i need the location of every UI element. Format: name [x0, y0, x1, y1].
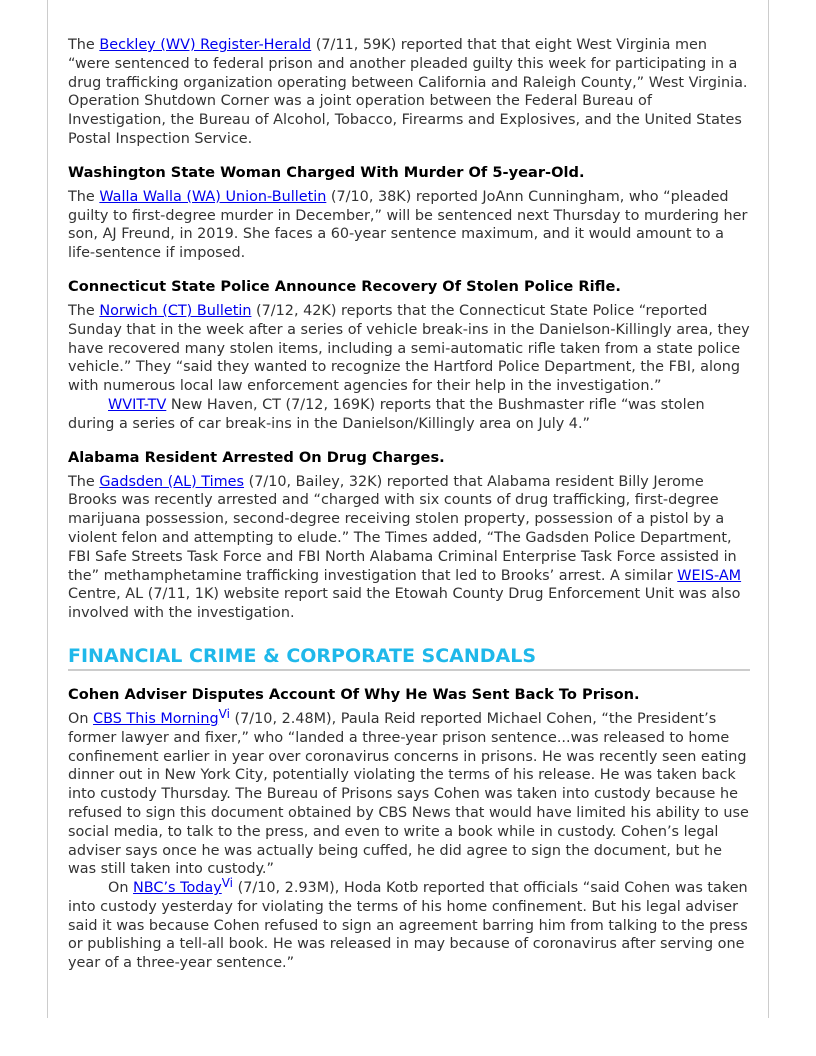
- newsletter-content: [68, 36, 750, 973]
- source-link[interactable]: Norwich (CT) Bulletin: [99, 302, 252, 319]
- source-link[interactable]: WEIS-AM: [677, 567, 742, 584]
- section-title: FINANCIAL CRIME & CORPORATE SCANDALS: [68, 643, 750, 671]
- paragraph: On CBS This Morning$^{Vi}$ (7/10, 2.48M), Paula Reid reported Michael Cohen, “the President’s former lawyer and fixer,” who “landed a three-year prison sentence...was released to home confinement earlier in year over coronavirus concerns in prisons. He was recently seen eating dinner out in New York City, potentially violating the terms of his release. He was taken back into custody Thursday. The Bureau of Prisons says Cohen was taken into custody because he refused to sign this document obtained by CBS News that would have limited his ability to use social media, to talk to the press, and even to write a book while in custody. Cohen’s legal adviser says once he was actually being cuffed, he did agree to sign the document, but he was still taken into custody.”: [68, 706, 749, 878]
- source-link[interactable]: Gadsden (AL) Times: [99, 473, 245, 490]
- story-headline: Washington State Woman Charged With Murder Of 5-year-Old.: [68, 163, 585, 181]
- paragraph: WVIT-TV New Haven, CT (7/12, 169K) reports that the Bushmaster rifle “was stolen during a series of car break-ins in the Danielson/Killingly area on July 4.”: [68, 396, 705, 432]
- source-link[interactable]: WVIT-TV: [108, 396, 167, 413]
- source-link[interactable]: Walla Walla (WA) Union-Bulletin: [99, 188, 327, 205]
- source-link[interactable]: Beckley (WV) Register-Herald: [99, 37, 312, 53]
- story-headline: Alabama Resident Arrested On Drug Charges.: [68, 448, 445, 466]
- story-headline: Connecticut State Police Announce Recovery Of Stolen Police Rifle.: [68, 277, 621, 295]
- source-link[interactable]: CBS This Morning: [93, 710, 219, 727]
- paragraph: On NBC’s Today$^{Vi}$ (7/10, 2.93M), Hoda Kotb reported that officials “said Cohen was taken into custody yesterday for violating the terms of his home confinement. But his legal adviser said it was because Cohen refused to sign an agreement barring him from talking to the press or publishing a tell-all book. He was released in may because of coronavirus after serving one year of a three-year sentence.”: [68, 876, 748, 972]
- paragraph: The Gadsden (AL) Times (7/10, Bailey, 32K) reported that Alabama resident Billy Jerome Brooks was recently arrested and “charged with six counts of drug trafficking, first-degree marijuana possession, second-degree receiving stolen property, possession of a pistol by a violent felon and attempting to elude.” The Times added, “The Gadsden Police Department, FBI Safe Streets Task Force and FBI North Alabama Criminal Enterprise Task Force assisted in the” methamphetamine trafficking investigation that led to Brooks’ arrest. A similar WEIS-AM Centre, AL (7/11, 1K) website report said the Etowah County Drug Enforcement Unit was also involved with the investigation.: [68, 473, 742, 622]
- paragraph: The Walla Walla (WA) Union-Bulletin (7/10, 38K) reported JoAnn Cunningham, who “pleaded guilty to first-degree murder in December,” will be sentenced next Thursday to murdering her son, AJ Freund, in 2019. She faces a 60-year sentence maximum, and it would amount to a life-sentence if imposed.: [68, 188, 748, 262]
- paragraph: The Beckley (WV) Register-Herald (7/11, 59K) reported that that eight West Virginia men “were sentenced to federal prison and another pleaded guilty this week for participating in a drug trafficking organization operating between California and Raleigh County,” West Virginia. Operation Shutdown Corner was a joint operation between the Federal Bureau of Investigation, the Bureau of Alcohol, Tobacco, Firearms and Explosives, and the United States Postal Inspection Service.: [68, 37, 748, 147]
- source-link[interactable]: NBC’s Today: [133, 880, 222, 897]
- video-icon[interactable]: Vi: [221, 876, 234, 891]
- story-headline: Cohen Adviser Disputes Account Of Why He Was Sent Back To Prison.: [68, 685, 640, 703]
- paragraph: The Norwich (CT) Bulletin (7/12, 42K) reports that the Connecticut State Police “reported Sunday that in the week after a series of vehicle break-ins in the Danielson-Killingly area, they have recovered many stolen items, including a semi-automatic rifle taken from a state police vehicle.” They “said they wanted to recognize the Hartford Police Department, the FBI, along with numerous local law enforcement agencies for their help in the investigation.”: [68, 302, 750, 395]
- video-icon[interactable]: Vi: [218, 706, 230, 721]
